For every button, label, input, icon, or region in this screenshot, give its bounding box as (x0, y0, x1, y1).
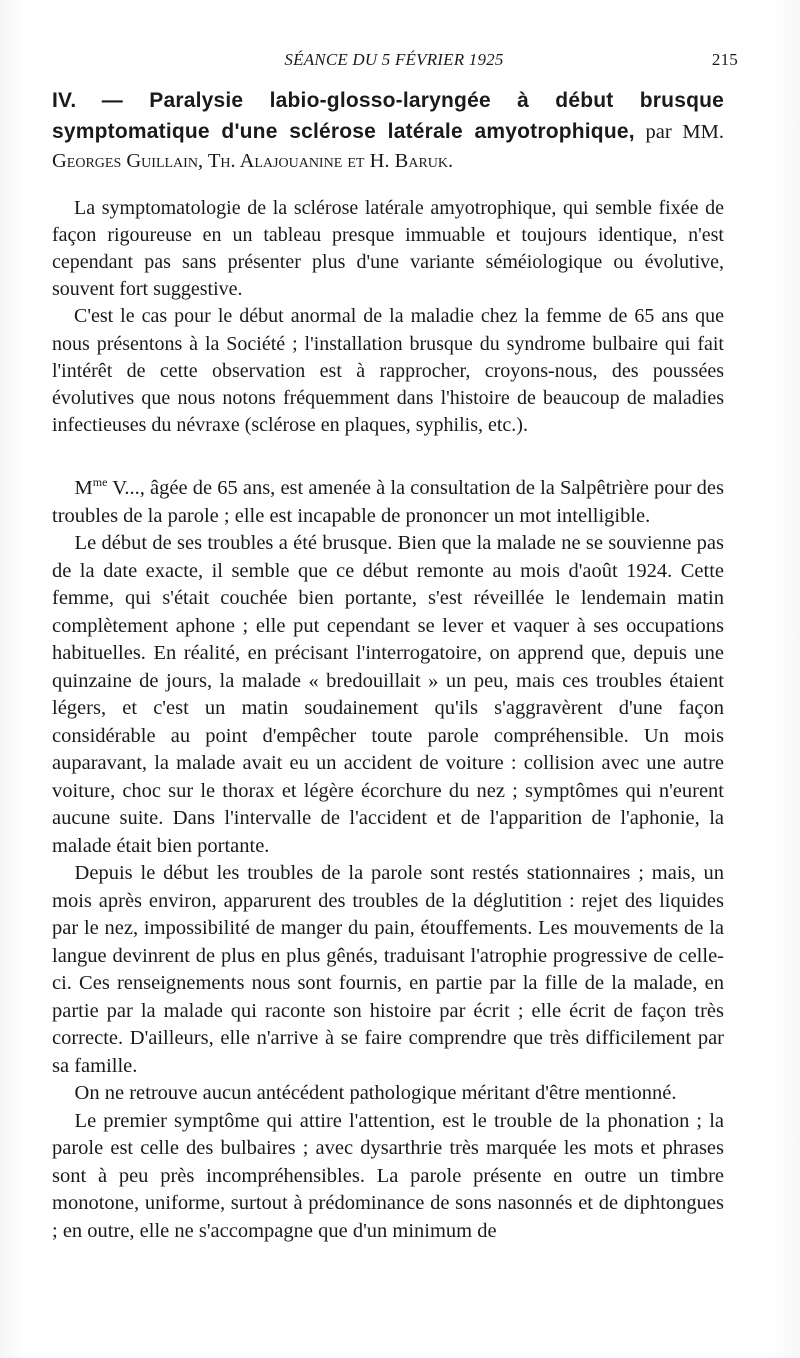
case-paragraph-4: On ne retrouve aucun antécédent pathologique méritant d'être mentionné. (74, 1082, 677, 1105)
case-report (52, 475, 724, 1245)
case-paragraph-5: Le premier symptôme qui attire l'attention, est le trouble de la phonation ; la parole est celle des bulbaires ; avec dysarthrie très marquée les mots et phrases sont à peu près incompréhensibles. La parole présente en outre un timbre monotone, uniforme, surtout à prédominance de sons nasonnés et de diphtongues ; en outre, elle ne s'accompagne que d'un minimum de (52, 1109, 724, 1242)
case-first-text: V..., âgée de 65 ans, est amenée à la consultation de la Salpêtrière pour des troubles de la parole ; elle est incapable de prononcer un mot intelligible. (52, 477, 724, 527)
article (52, 86, 724, 1245)
article-number: IV. (52, 89, 77, 112)
case-paragraph-1 (52, 475, 724, 530)
case-abbrev-sup: me (92, 475, 108, 490)
case-paragraph-2: Le début de ses troubles a été brusque. Bien que la malade ne se souvienne pas de la date exacte, il semble que ce début remonte au mois d'août 1924. Cette femme, qui s'était couchée bien portante, s'est réveillée le lendemain matin complètement aphone ; elle put cependant se lever et vaquer à ses occupations habituelles. En réalité, en précisant l'interrogatoire, on apprend que, depuis une quinzaine de jours, la malade « bredouillait » un peu, mais ces troubles étaient légers, et c'est un matin soudainement qu'ils s'aggravèrent d'une façon considérable au point d'empêcher toute parole compréhensible. Un mois auparavant, la malade avait eu un accident de voiture : collision avec une autre voiture, choc sur le thorax et légère écorchure du nez ; symptômes qui n'eurent aucune suite. Dans l'intervalle de l'accident et de l'apparition de l'aphonie, la malade était bien portante. (52, 532, 724, 857)
intro-section (52, 195, 724, 440)
running-title: SÉANCE DU 5 FÉVRIER 1925 (284, 50, 504, 69)
article-authors: Georges Guillain, Th. Alajouanine et H. Baruk. (52, 150, 454, 172)
running-head (50, 50, 738, 74)
article-title: — Paralysie labio-glosso-laryngée à début brusque symptomatique d'une sclérose latérale amyotrophique, (52, 89, 725, 143)
case-abbrev: M (74, 477, 93, 500)
article-heading (52, 86, 724, 177)
authors-prefix: par MM. (645, 120, 724, 143)
case-paragraph-3: Depuis le début les troubles de la parole sont restés stationnaires ; mais, un mois après environ, apparurent des troubles de la déglutition : rejet des liquides par le nez, impossibilité de manger du pain, étouffements. Les mouvements de la langue devinrent de plus en plus gênés, traduisant l'atrophie progressive de celle-ci. Ces renseignements nous sont fournis, en partie par la fille de la malade, en partie par la malade qui raconte son histoire par écrit ; elle écrit de façon très correcte. D'ailleurs, elle n'arrive à se faire comprendre que très difficilement par sa famille. (52, 862, 724, 1077)
intro-paragraph-2: C'est le cas pour le début anormal de la maladie chez la femme de 65 ans que nous présentons à la Société ; l'installation brusque du syndrome bulbaire qui fait l'intérêt de cette observation est à rapprocher, croyons-nous, des poussées évolutives que nous notons fréquemment dans l'histoire de beaucoup de maladies infectieuses du névraxe (sclérose en plaques, syphilis, etc.). (52, 305, 724, 437)
page-number: 215 (711, 50, 738, 69)
intro-paragraph-1: La symptomatologie de la sclérose latérale amyotrophique, qui semble fixée de façon rigoureuse en un tableau presque immuable et toujours identique, n'est cependant pas sans présenter plus d'une variante séméiologique ou évolutive, souvent fort suggestive. (52, 196, 724, 301)
